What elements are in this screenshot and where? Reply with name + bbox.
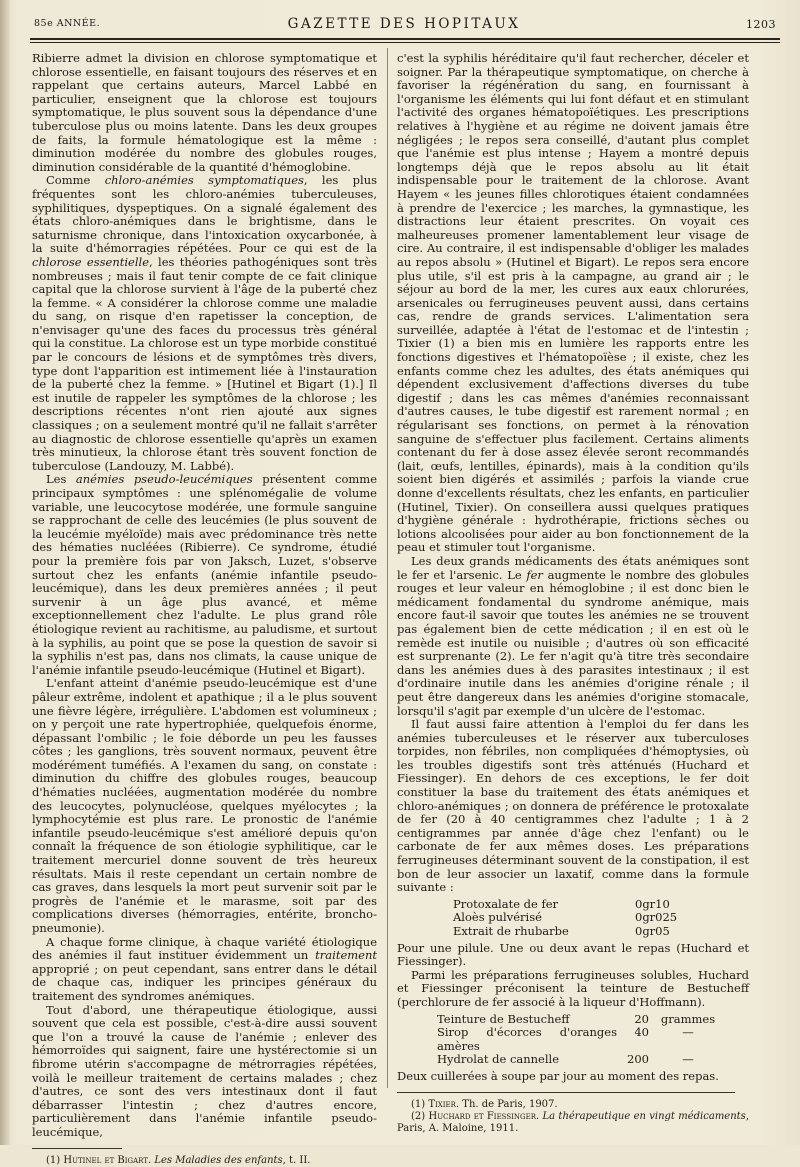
paragraph: Deux cuillerées à soupe par jour au moment des repas. xyxy=(397,1068,719,1083)
prescription-formula xyxy=(437,1013,727,1067)
paragraph: c'est la syphilis héréditaire qu'il faut rechercher, déceler et soigner. Par la thérapeutique symptomatique, on cherche à favoriser la régénération du sang, en fournissant à l'organisme les éléments qui lui font défaut et en stimulant l'activité des organes hématopoïétiques. Les prescriptions relatives à l'hygiène et au régime ne doivent jamais être négligées ; le repos sera conseillé, d'autant plus complet que l'anémie est plus intense ; Hayem a montré depuis longtemps déjà que le repos absolu au lit était indispensable pour le traitement de la chlorose. Avant Hayem « les jeunes filles chlorotiques étaient condamnées à prendre de l'exercice ; les marches, la gymnastique, les distractions leur étaient prescrites. On voyait ces malheureuses promener lamentablement leur visage de cire. Au contraire, il est indispensable d'obliger les malades au repos absolu » (Hutinel et Bigart). Le repos sera encore plus utile, s'il est pris à la campagne, au grand air ; le séjour au bord de la mer, les cures aux eaux chlorurées, arsenicales ou ferrugineuses peuvent aussi, dans certains cas, rendre de grands services. L'alimentation sera surveillée, adaptée à l'état de l'estomac et de l'intestin ; Tixier (1) a bien mis en lumière les rapports entre les fonctions digestives et l'hématopoïèse ; il existe, chez les enfants comme chez les adultes, des états anémiques qui dépendent exclusivement d'affections diverses du tube digestif ; dans les cas mêmes d'anémies reconnaissant d'autres causes, le tube digestif est rarement normal ; en régularisant ses fonctions, on permet à la rénovation sanguine de s'effectuer plus facilement. Certains aliments contenant du fer à dose assez élevée seront recommandés (lait, œufs, lentilles, épinards), mais à la condition qu'ils soient bien digérés et assimilés ; parfois la viande crue donne d'excellents résultats, chez les enfants, en particulier (Hutinel, Tixier). On conseillera aussi quelques pratiques d'hygiène générale : hydrothérapie, frictions sèches ou lotions alcoolisées pour aider au bon fonctionnement de la peau et stimuler tout l'organisme. xyxy=(397,51,749,555)
paragraph: L'enfant atteint d'anémie pseudo-leucémique est d'une pâleur extrême, indolent et apathique ; il a le plus souvent une fièvre légère, irrégulière. L'abdomen est volumineux ; on y perçoit une rate hypertrophiée, quelquefois énorme, dépassant l'ombilic ; le foie déborde un peu les fausses côtes ; les ganglions, très souvent normaux, peuvent être modérément tuméfiés. A l'examen du sang, on constate : diminution du chiffre des globules rouges, beaucoup d'hématies nucléées, augmentation modérée du nombre des leucocytes, polynucléose, quelques myélocytes ; la lymphocytémie est plus rare. Le pronostic de l'anémie infantile pseudo-leucémique s'est amélioré depuis qu'on connaît la fréquence de son étiologie syphilitique, car le traitement mercuriel donne souvent de très heureux résultats. Mais il reste cependant un certain nombre de cas graves, dans lesquels la mort peut survenir soit par le progrès de l'anémie et le marasme, soit par des complications diverses (hémorragies, entérite, broncho-pneumonie). xyxy=(32,676,377,935)
header-rule xyxy=(30,38,780,40)
footnote: (1) Hutinel et Bigart. Les Maladies des enfants, t. II. xyxy=(46,1154,311,1166)
paragraph: Tout d'abord, une thérapeutique étiologique, aussi souvent que cela est possible, c'est-à-dire aussi souvent que l'on a trouvé la cause de l'anémie ; enlever des hémorroïdes qui saignent, faire une hystérectomie si un fibrome utérin s'accompagne de métrorragies répétées, voilà le meilleur traitement de certains malades ; chez d'autres, ce sont des vers intestinaux dont il faut débarrasser l'intestin ; chez d'autres encore, particulièrement dans l'anémie infantile pseudo-leucémique, xyxy=(32,1002,377,1139)
running-header xyxy=(22,14,786,40)
paragraph: Les deux grands médicaments des états anémiques sont le fer et l'arsenic. Le fer augmente le nombre des globules rouges et leur valeur en hémoglobine ; il est donc bien le médicament fondamental du syndrome anémique, mais encore faut-il savoir que toutes les anémies ne se trouvent pas également bien de cette médication ; il en est où le remède est inutile ou nuisible ; d'autres où son efficacité est surprenante (2). Le fer n'agit qu'à titre très secondaire dans les anémies dues à des parasites intestinaux ; il est d'ordinaire inutile dans les anémies d'origine rénale ; il peut être dangereux dans les anémies d'origine stomacale, lorsqu'il s'agit par exemple d'un ulcère de l'estomac. xyxy=(397,553,749,718)
issue-label: 85e ANNÉE. xyxy=(34,18,101,29)
formula-row: Sirop d'écorces d'oranges amères 40 — xyxy=(437,1025,694,1053)
footnote: (1) Tixier. Th. de Paris, 1907. xyxy=(411,1098,558,1110)
formula-row: Teinture de Bestucheff 20 grammes xyxy=(437,1011,716,1026)
formula-row: Protoxalate de fer 0gr10 xyxy=(453,896,670,911)
footnote: (2) Huchard et Fiessinger. La thérapeutique en vingt médicaments, Paris, A. Maloine, 1911. xyxy=(397,1110,749,1134)
journal-title: GAZETTE DES HOPITAUX xyxy=(287,16,521,32)
paragraph: Il faut aussi faire attention à l'emploi du fer dans les anémies tuberculeuses et le réserver aux tuberculoses torpides, non fébriles, non compliquées d'hémoptysies, où les troubles digestifs sont très atténués (Huchard et Fiessinger). En dehors de ces exceptions, le fer doit constituer la base du traitement des états anémiques et chloro-anémiques ; on donnera de préférence le protoxalate de fer (20 à 40 centigrammes chez l'adulte ; 1 à 2 centigrammes par année d'âge chez l'enfant) ou le carbonate de fer aux mêmes doses. Les préparations ferrugineuses déterminant souvent de la constipation, il est bon de leur associer un laxatif, comme dans la formule suivante : xyxy=(397,717,749,895)
paragraph: A chaque forme clinique, à chaque variété étiologique des anémies il faut instituer évidemment un traitement approprié ; on peut cependant, sans entrer dans le détail de chaque cas, indiquer les principes généraux du traitement des syndromes anémiques. xyxy=(32,934,377,1003)
paragraph: Les anémies pseudo-leucémiques présentent comme principaux symptômes : une splénomégalie de volume variable, une leucocytose modérée, une formule sanguine se rapprochant de celle des leucémies (le plus souvent de la leucémie myéloïde) mais avec prédominance très nette des hématies nucléées (Ribierre). Ce syndrome, étudié pour la première fois par von Jaksch, Luzet, s'observe surtout chez les enfants (anémie infantile pseudo-leucémique), dans les deux premières années ; il peut survenir à un âge plus avancé, et même exceptionnellement chez l'adulte. Le plus grand rôle étiologique revient au rachitisme, au paludisme, et surtout à la syphilis, au point que se pose la question de savoir si la syphilis n'est pas, dans nos climats, la cause unique de l'anémie infantile pseudo-leucémique (Hutinel et Bigart). xyxy=(32,472,378,677)
column-separator xyxy=(387,48,388,1088)
right-column xyxy=(397,52,749,1135)
paragraph: Pour une pilule. Une ou deux avant le repas (Huchard et Fiessinger). xyxy=(397,940,749,969)
paragraph: Ribierre admet la division en chlorose symptomatique et chlorose essentielle, en faisant toujours des réserves et en rappelant que certains auteurs, Marcel Labbé en particulier, enseignent que la chlorose est toujours symptomatique, le plus souvent sous la dépendance d'une tuberculose plus ou moins latente. Dans les deux groupes de faits, la formule hématologique est la même : diminution modérée du nombre des globules rouges, diminution considérable de la quantité d'hémoglobine. xyxy=(32,51,377,174)
header-rule-thin xyxy=(30,42,780,43)
formula-row: Hydrolat de cannelle 200 — xyxy=(437,1052,694,1067)
paragraph: Comme chloro-anémies symptomatiques, les plus fréquentes sont les chloro-anémies tuberculeuses, syphilitiques, dyspeptiques. On a signalé également des états chloro-anémiques dans le brightisme, dans le saturnisme chronique, dans l'intoxication oxycarbonée, à la suite d'hémorragies répétées. Pour ce qui est de la chlorose essentielle, les théories pathogéniques sont très nombreuses ; mais il faut tenir compte de ce fait clinique capital que la chlorose survient à l'âge de la puberté chez la femme. « A considérer la chlorose comme une maladie du sang, on risque d'en rapetisser la conception, de n'envisager qu'une des faces du processus très général qui la constitue. La chlorose est un type morbide constitué par le concours de lésions et de symptômes très divers, type dont l'apparition est intimement liée à l'instauration de la puberté chez la femme. » [Hutinel et Bigart (1).] Il est inutile de rappeler les symptômes de la chlorose ; les descriptions récentes n'ont rien ajouté aux signes classiques ; on a seulement montré qu'il ne fallait s'arrêter au diagnostic de chlorose essentielle qu'après un examen très minutieux, la chlorose étant très souvent fonction de tuberculose (Landouzy, M. Labbé). xyxy=(32,173,378,473)
footnote-rule xyxy=(397,1092,735,1093)
formula-row: Aloès pulvérisé 0gr025 xyxy=(453,910,678,925)
left-column xyxy=(32,52,377,1167)
binding-shadow xyxy=(0,0,10,1145)
page-number: 1203 xyxy=(746,18,776,31)
footnote-rule xyxy=(32,1148,122,1149)
prescription-formula xyxy=(453,898,693,939)
formula-row: Extrait de rhubarbe 0gr05 xyxy=(453,924,670,938)
paragraph: Parmi les préparations ferrugineuses solubles, Huchard et Fiessinger préconisent la teinture de Bestucheff (perchlorure de fer associé à la liqueur d'Hoffmann). xyxy=(397,967,749,1009)
